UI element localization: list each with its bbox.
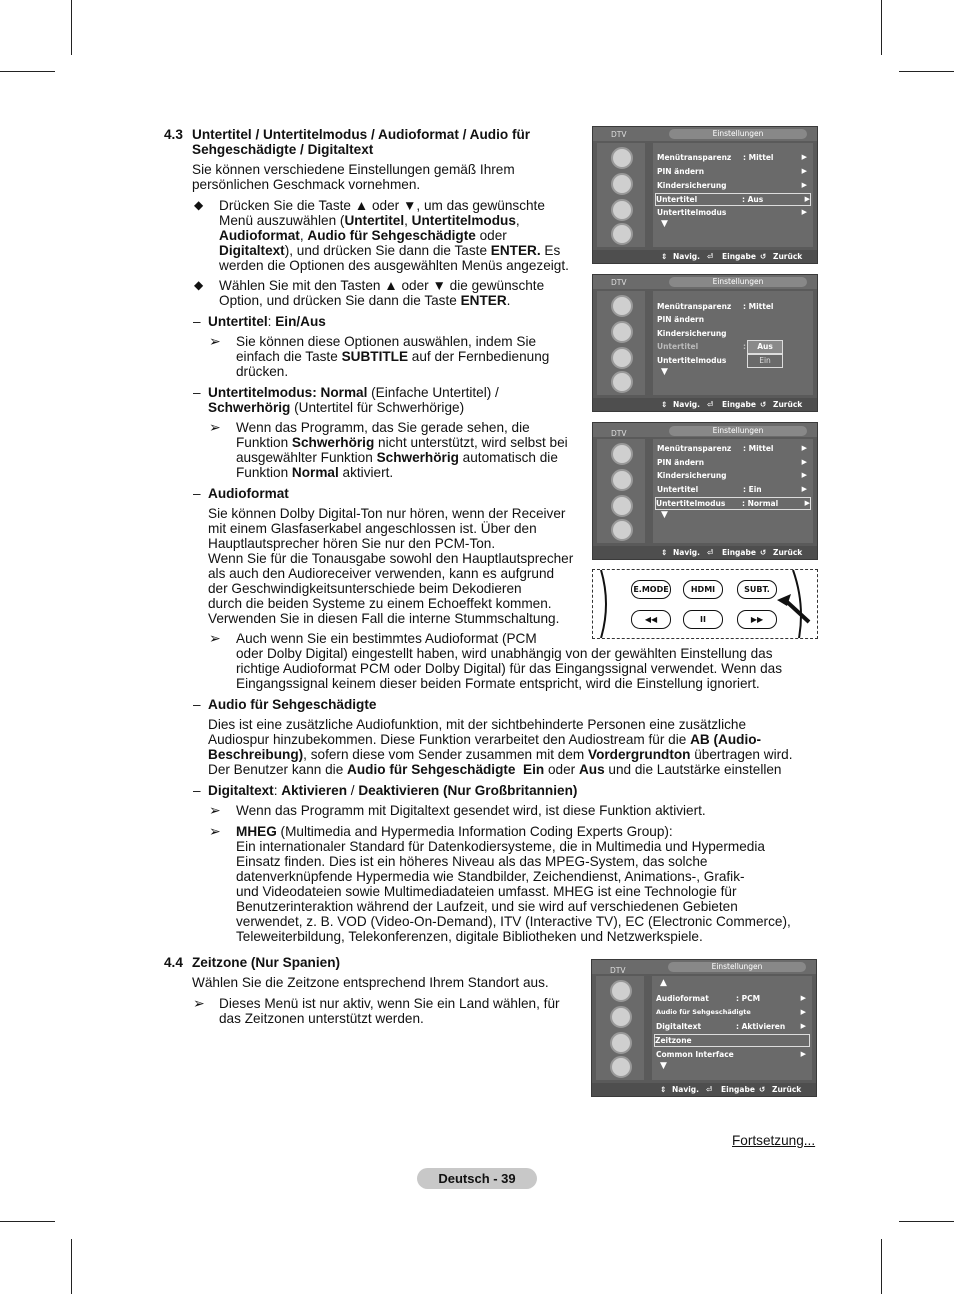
text-span: oder [544,762,579,777]
remote-control-illustration [592,569,818,639]
text-line: Sie können Dolby Digital-Ton nur hören, wenn der Receiver [208,506,566,521]
text-span: : [273,783,282,798]
osd-back-label: Zurück [773,548,803,557]
text-span: , [299,228,308,243]
text-span: aktiviert. [338,465,394,480]
text-line: richtige Audioformat PCM oder Dolby Digital) für das Eingangssignal verwendet. Wenn das [236,661,783,676]
picture-icon [611,443,633,465]
crop-mark [899,71,954,72]
intro-paragraph [192,162,515,192]
osd-screen-untertitel [592,126,818,264]
text-span: Aus [578,762,605,777]
crop-mark [0,71,55,72]
term-digitaltext: Digitaltext [219,243,285,258]
text-line: Auch wenn Sie ein bestimmtes Audioformat (PCM [236,631,537,646]
text-line: Drücken Sie die Taste ▲ oder ▼, um das gewünschte [219,198,545,213]
osd-menu-item-selected[interactable] [655,497,811,510]
text-line [236,435,568,450]
term-untertitelmodus: Untertitelmodus [411,213,516,228]
arrow-right-icon: ▶ [804,499,810,507]
osd-menu-item[interactable] [657,152,807,163]
arrow-right-icon: ▶ [801,485,807,493]
osd-item-label: Digitaltext [656,1022,702,1031]
note-paragraph [219,996,560,1026]
text-span: , [404,213,412,228]
osd-menu-item[interactable] [656,1007,806,1018]
sound-icon [611,173,633,195]
crop-mark [71,0,72,55]
text-line: Dies ist eine zusätzliche Audiofunktion, mit der sichtbehinderte Personen eine zusätzliche [208,717,747,732]
osd-item-label: Untertitel [657,485,699,494]
text-span: Vordergrundton [588,747,691,762]
picture-icon [611,295,633,317]
arrow-right-icon: ▶ [801,444,807,452]
osd-dtv-label: DTV [610,966,626,975]
sub-heading [208,697,376,712]
osd-icon-column [597,439,645,543]
sound-icon [611,469,633,491]
text-line [219,293,544,308]
text-line: durch die beiden Systeme zu einem Echoeffekt kommen. [208,596,552,611]
osd-item-label: Untertitelmodus [656,499,726,508]
text-line [236,450,568,465]
osd-item-label: Untertitelmodus [657,208,727,217]
osd-title: Einstellungen [669,129,807,139]
arrow-right-icon: ▶ [801,181,807,189]
osd-menu-item[interactable] [657,166,807,177]
osd-back-label: Zurück [773,252,803,261]
scroll-down-icon: ▼ [661,510,668,520]
text-line: datenverknüpfende Hypermedia wie Standbilder, Zeichendienst, Animations-, Grafik- [236,869,745,884]
text-span: Der Benutzer kann die [208,762,348,777]
enter-icon: ⏎ [707,400,714,409]
text-line: drücken. [236,364,289,379]
osd-menu-item-selected[interactable] [654,1034,810,1047]
sub-heading [208,314,326,329]
osd-menu-item-selected[interactable] [655,193,811,206]
note-arrow-icon: ➢ [209,333,219,349]
rewind-button[interactable]: ◀◀ [631,610,671,629]
text-line [208,732,792,747]
text-line: Wenn das Programm, das Sie gerade sehen, die [236,420,530,435]
osd-enter-label: Eingabe [722,548,756,557]
text-span: Audio für Sehgeschädigte [208,697,377,712]
term-subtitle: SUBTITLE [341,349,409,364]
pause-button[interactable]: II [683,610,723,629]
text-line: Ein internationaler Standard für Datenkodiersysteme, die in Multimedia und Hypermedia [236,839,765,854]
hdmi-button[interactable]: HDMI [683,580,723,599]
osd-menu-item[interactable] [657,457,807,468]
osd-item-label: Menütransparenz [657,153,732,162]
input-icon [611,371,633,393]
osd-option-aus[interactable]: Aus [747,340,783,354]
body-paragraph: Wählen Sie die Zeitzone entsprechend Ihrem Standort aus. [192,975,549,990]
text-span: . [506,293,511,308]
arrow-right-icon: ▶ [800,994,806,1002]
term-enter: ENTER. [490,243,541,258]
continue-link[interactable]: Fortsetzung... [732,1133,816,1148]
diamond-bullet-icon: ◆ [194,198,204,212]
dash-bullet: – [193,314,201,329]
enter-icon: ⏎ [707,252,714,261]
emode-button[interactable]: E.MODE [631,580,671,599]
text-line: Teleweiterbildung, Telekonferenzen, digitale Bibliotheken und Netzwerkspiele. [236,929,703,944]
note-arrow-icon: ➢ [209,630,219,646]
dash-bullet: – [193,783,201,798]
osd-item-label: PIN ändern [657,315,705,324]
osd-title: Einstellungen [669,426,807,436]
arrow-right-icon: ▶ [800,1050,806,1058]
text-span: Schwerhörig [208,400,291,415]
text-span: , sofern diese vom Sender zusammen mit dem [303,747,589,762]
osd-nav-label: Navig. [673,548,701,557]
setup-icon [611,347,633,369]
osd-menu-item[interactable] [657,328,807,339]
navigate-icon: ⇕ [661,548,668,557]
text-line [208,747,792,762]
text-line [219,213,569,228]
osd-footer [592,1083,816,1096]
scroll-up-icon: ▲ [660,978,667,988]
text-line [236,349,549,364]
text-line [219,228,569,243]
note-paragraph [236,334,549,379]
osd-dtv-label: DTV [611,429,627,438]
text-line: Benutzerinteraktion während der Laufzeit, und sie wird auf verschiedenen Gebieten [236,899,738,914]
crop-mark [881,1239,882,1294]
body-paragraph [208,717,792,777]
picture-icon [611,147,633,169]
diamond-bullet-icon: ◆ [194,278,204,292]
text-line [236,824,791,839]
enter-icon: ⏎ [706,1085,713,1094]
crop-mark [881,0,882,55]
osd-item-value: : Aus [742,195,764,204]
text-span: Aktivieren [281,783,348,798]
osd-option-ein[interactable]: Ein [747,354,783,368]
term-untertitel: Untertitel [344,213,405,228]
text-span: Digitaltext [208,783,274,798]
text-line: Sie können diese Optionen auswählen, indem Sie [236,334,537,349]
osd-icon-column [597,291,645,395]
return-icon: ↺ [760,252,767,261]
osd-menu-item[interactable] [656,1021,806,1032]
arrow-right-icon: ▶ [801,458,807,466]
text-line: Verwenden Sie in diesen Fall die interne Stummschaltung. [208,611,560,626]
text-span: Audioformat [208,486,289,501]
text-span: automatisch die [458,450,558,465]
osd-item-value: : Normal [742,499,779,508]
text-span: Schwerhörig [376,450,459,465]
text-span: Deaktivieren (Nur Großbritannien) [358,783,578,798]
text-span: : [267,314,276,329]
osd-icon-column [596,976,644,1080]
text-span: Menü auszuwählen ( [219,213,345,228]
return-icon: ↺ [759,1085,766,1094]
osd-item-label: Audioformat [656,994,709,1003]
text-span: MHEG [236,824,277,839]
note-paragraph: Wenn das Programm mit Digitaltext gesendet wird, ist diese Funktion aktiviert. [236,803,706,818]
term-audioformat: Audioformat [219,228,300,243]
navigate-icon: ⇕ [661,400,668,409]
sub-heading [208,783,577,798]
text-line: Wenn Sie für die Tonausgabe sowohl den Hauptlautsprecher [208,551,574,566]
section-title: Zeitzone (Nur Spanien) [192,955,341,970]
crop-mark [71,1239,72,1294]
osd-item-label: Kindersicherung [657,181,727,190]
section-title [192,127,530,157]
crop-mark [899,1221,954,1222]
dash-bullet: – [193,385,201,400]
osd-item-value: : [743,342,746,351]
osd-menu-item[interactable] [656,993,806,1004]
osd-title: Einstellungen [669,277,807,287]
arrow-right-icon: ▶ [801,167,807,175]
text-span: Es [540,243,561,258]
text-line: und Videodateien sowie Multimediadateien umfasst. MHEG ist eine Technologie für [236,884,737,899]
osd-menu-item[interactable] [656,1049,806,1060]
arrow-right-icon: ▶ [800,1022,806,1030]
scroll-down-icon: ▼ [660,1061,667,1071]
arrow-right-icon: ▶ [801,471,807,479]
osd-item-label: Common Interface [656,1050,734,1059]
osd-item-label: Untertitelmodus [657,356,727,365]
dash-bullet: – [193,486,201,501]
text-line: Sie können verschiedene Einstellungen gemäß Ihrem [192,162,515,177]
pointer-arrow-icon [773,586,813,626]
arrow-right-icon: ▶ [801,208,807,216]
arrow-right-icon: ▶ [804,195,810,203]
text-line: Dieses Menü ist nur aktiv, wenn Sie ein Land wählen, für [219,996,560,1011]
note-paragraph [236,420,568,480]
scroll-down-icon: ▼ [661,367,668,377]
note-arrow-icon: ➢ [209,802,219,818]
osd-nav-label: Navig. [673,252,701,261]
note-paragraph [236,824,791,944]
text-span: , [515,213,520,228]
text-line: Wählen Sie mit den Tasten ▲ oder ▼ die gewünschte [219,278,545,293]
text-span: (Multimedia and Hypermedia Information Coding Experts Group): [276,824,673,839]
text-span: Ein/Aus [275,314,326,329]
osd-item-value: : Mittel [743,153,774,162]
note-arrow-icon: ➢ [193,995,203,1011]
osd-nav-label: Navig. [673,400,701,409]
text-line [208,385,499,400]
text-span: Funktion [236,465,292,480]
osd-screen-untertitel-options [592,274,818,412]
osd-menu-item[interactable] [657,180,807,191]
osd-item-label: Untertitel [656,195,698,204]
note-arrow-icon: ➢ [209,419,219,435]
arrow-right-icon: ▶ [801,153,807,161]
osd-item-label: Menütransparenz [657,302,732,311]
text-span: Normal [291,465,339,480]
sub-heading [208,486,289,501]
osd-item-label: PIN ändern [657,167,705,176]
text-span: Funktion [236,435,292,450]
osd-enter-label: Eingabe [721,1085,755,1094]
sound-icon [610,1006,632,1028]
body-paragraph [208,506,573,626]
navigate-icon: ⇕ [661,252,668,261]
osd-dtv-label: DTV [611,130,627,139]
text-span: Untertitel [208,314,268,329]
osd-item-label: Zeitzone [655,1036,692,1045]
text-span: AB (Audio- [690,732,762,747]
text-span: oder [475,228,507,243]
return-icon: ↺ [760,400,767,409]
dash-bullet: – [193,697,201,712]
osd-item-label: PIN ändern [657,458,705,467]
page-number-badge: Deutsch - 39 [417,1168,537,1189]
text-line: das Zeitzonen unterstützt werden. [219,1011,424,1026]
navigate-icon: ⇕ [660,1085,667,1094]
text-line: der Geschwindigkeitsunterschiede beim Dekodieren [208,581,522,596]
text-line: Eingangssignal keinem dieser beiden Formate entspricht, wird die Einstellung ignoriert. [236,676,760,691]
text-span: (Einfache Untertitel) / [367,385,499,400]
crop-mark [0,1221,55,1222]
enter-icon: ⏎ [707,548,714,557]
return-icon: ↺ [760,548,767,557]
text-span: nicht unterstützt, wird selbst bei [374,435,568,450]
term-audio-sehgeschaedigte: Audio für Sehgeschädigte [307,228,476,243]
text-line: mit einem Glasfaserkabel angeschlossen ist. Über den [208,521,537,536]
setup-icon [610,1032,632,1054]
osd-item-label: Kindersicherung [657,471,727,480]
osd-screen-zeitzone [591,959,817,1097]
osd-item-label: Audio für Sehgeschädigte [656,1008,751,1016]
osd-menu-item[interactable] [657,207,807,218]
picture-icon [610,980,632,1002]
text-line: Hauptlautsprecher hören Sie nur den PCM-Ton. [208,536,496,551]
note-arrow-icon: ➢ [209,823,219,839]
osd-item-value: : Mittel [743,302,774,311]
subtitle-button[interactable]: SUBT. [737,580,777,599]
input-icon [611,223,633,245]
osd-item-label: Kindersicherung [657,329,727,338]
section-title-line: Untertitel / Untertitelmodus / Audioformat / Audio für [192,127,531,142]
osd-item-value: : Aktivieren [736,1022,786,1031]
text-span: Schwerhörig [291,435,375,450]
text-line: persönlichen Geschmack vornehmen. [192,177,421,192]
text-span: / [347,783,359,798]
osd-back-label: Zurück [773,400,803,409]
text-line: oder Dolby Digital) eingestellt haben, wird unabhängig von der gewählten Einstellung das [236,646,773,661]
text-span: einfach die Taste [236,349,342,364]
osd-menu-item[interactable] [657,301,807,312]
osd-menu-item[interactable] [657,314,807,325]
osd-enter-label: Eingabe [722,400,756,409]
osd-dtv-label: DTV [611,278,627,287]
osd-back-label: Zurück [772,1085,802,1094]
text-line: Einsatz finden. Dies ist ein höheres Niveau als das MPEG-System, das solche [236,854,708,869]
osd-footer [593,546,817,559]
setup-icon [611,495,633,517]
text-span: ausgewählter Funktion [236,450,377,465]
section-title-line: Sehgeschädigte / Digitaltext [192,142,374,157]
term-enter: ENTER [460,293,507,308]
text-line [208,762,792,777]
arrow-right-icon: ▶ [800,1008,806,1016]
osd-item-value: : Mittel [743,444,774,453]
osd-menu-item[interactable] [657,484,807,495]
osd-title: Einstellungen [668,962,806,972]
text-span: übertragen wird. [690,747,793,762]
text-span: auf der Fernbedienung [408,349,550,364]
text-line [208,400,499,415]
scroll-down-icon: ▼ [661,219,668,229]
sound-icon [611,321,633,343]
osd-menu-item[interactable] [657,355,807,366]
osd-item-value: : Ein [743,485,762,494]
text-line: als auch den Audioreceiver verwenden, kann es aufgrund [208,566,555,581]
osd-item-value: : PCM [736,994,761,1003]
text-span: Audiospur hinzubekommen. Diese Funktion verarbeitet den Audiostream für die [208,732,691,747]
osd-nav-label: Navig. [672,1085,700,1094]
section-number: 4.4 [164,955,183,970]
osd-enter-label: Eingabe [722,252,756,261]
text-span: Untertitelmodus: Normal [208,385,368,400]
text-line: verwendet, z. B. VOD (Video-On-Demand), ITV (Interactive TV), EC (Electronic Commerce), [236,914,791,929]
text-span: Option, und drücken Sie dann die Taste [219,293,461,308]
text-line [219,243,569,258]
osd-menu-item[interactable] [657,470,807,481]
text-span: ), und drücken Sie dann die Taste [284,243,491,258]
osd-icon-column [597,143,645,247]
fast-forward-button[interactable]: ▶▶ [737,610,777,629]
osd-menu-item[interactable] [657,443,807,454]
input-icon [611,519,633,541]
text-span: und die Lautstärke einstellen [604,762,782,777]
text-span: Beschreibung) [208,747,304,762]
osd-footer [593,398,817,411]
setup-icon [611,199,633,221]
osd-item-label: Untertitel [657,342,699,351]
section-number: 4.3 [164,127,183,142]
osd-menu-item[interactable] [657,341,807,352]
bullet-paragraph [219,198,569,273]
bullet-paragraph [219,278,544,308]
osd-item-label: Menütransparenz [657,444,732,453]
sub-heading [208,385,499,415]
osd-screen-untertitelmodus [592,422,818,560]
note-paragraph [236,631,782,691]
text-span: Audio für Sehgeschädigte Ein [347,762,545,777]
text-line [236,465,568,480]
osd-footer [593,250,817,263]
text-span: (Untertitel für Schwerhörige) [290,400,465,415]
input-icon [610,1056,632,1078]
text-line: werden die Optionen des ausgewählten Menüs angezeigt. [219,258,569,273]
